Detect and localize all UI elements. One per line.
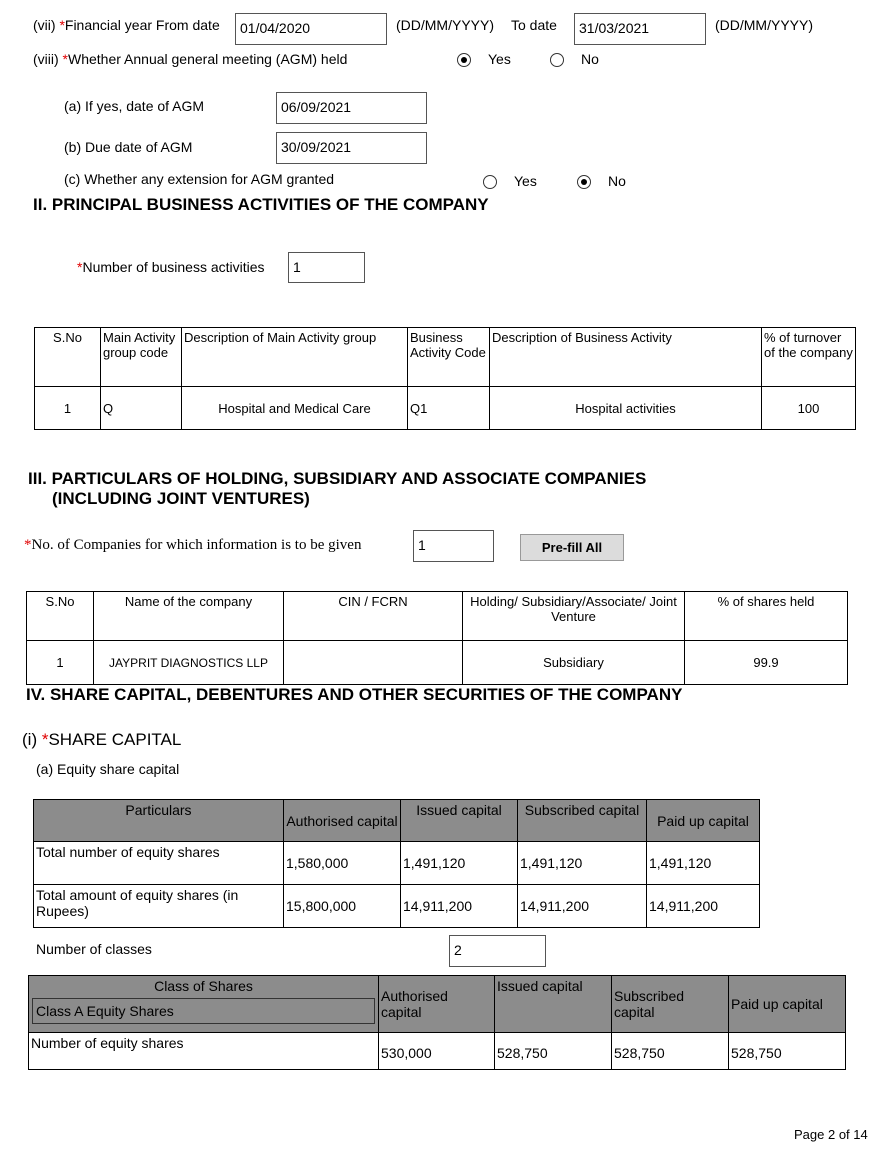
cell-business-activity-code: Q1: [408, 387, 490, 430]
cell-shares-held: 99.9: [685, 641, 848, 685]
cell-class-particulars: Number of equity shares: [29, 1033, 379, 1070]
page-number: Page 2 of 14: [794, 1127, 868, 1142]
agm-extension-no-label: No: [608, 173, 626, 189]
cell-authorised: 1,580,000: [284, 842, 401, 885]
cell-authorised: 530,000: [379, 1033, 495, 1070]
col-header-business-activity-code: Business Activity Code: [408, 328, 490, 387]
cell-issued: 528,750: [495, 1033, 612, 1070]
cell-paid-up: 528,750: [729, 1033, 846, 1070]
col-header-business-activity-description: Description of Business Activity: [490, 328, 762, 387]
cell-paid-up: 1,491,120: [647, 842, 760, 885]
agm-extension-no-radio[interactable]: [577, 175, 591, 189]
cell-company-name: JAYPRIT DIAGNOSTICS LLP: [94, 641, 284, 685]
table-row: [27, 641, 848, 685]
agm-due-date-input[interactable]: 30/09/2021: [276, 132, 427, 164]
companies-count-input[interactable]: 1: [413, 530, 494, 562]
col-header-class-of-shares: [29, 976, 379, 1033]
agm-extension-yes-label: Yes: [514, 173, 537, 189]
section-2-heading: II. PRINCIPAL BUSINESS ACTIVITIES OF THE COMPANY: [33, 195, 489, 214]
table-row: [35, 387, 856, 430]
agm-due-date-label: (b) Due date of AGM: [64, 139, 193, 155]
equity-header-row: [34, 800, 760, 842]
prefill-all-button[interactable]: Pre-fill All: [520, 534, 624, 561]
cell-paid-up: 14,911,200: [647, 885, 760, 928]
section-4-heading: IV. SHARE CAPITAL, DEBENTURES AND OTHER SECURITIES OF THE COMPANY: [26, 685, 683, 704]
agm-held-label: (viii) *Whether Annual general meeting (AGM) held: [33, 51, 348, 67]
fy-to-date-input[interactable]: 31/03/2021: [574, 13, 706, 45]
agm-extension-label: (c) Whether any extension for AGM granted: [64, 171, 335, 187]
business-activities-count-input[interactable]: 1: [288, 252, 365, 283]
business-activities-table: [34, 327, 856, 430]
col-header-issued: Issued capital: [401, 800, 518, 842]
cell-relationship: Subsidiary: [463, 641, 685, 685]
section-3-heading: III. PARTICULARS OF HOLDING, SUBSIDIARY AND ASSOCIATE COMPANIES: [28, 469, 647, 488]
companies-table: [26, 591, 848, 685]
class-header-row: [29, 976, 846, 1033]
number-of-classes-input[interactable]: 2: [449, 935, 546, 967]
table-row: [34, 842, 760, 885]
col-header-particulars: Particulars: [34, 800, 284, 842]
fy-to-label: To date: [511, 17, 557, 33]
agm-extension-yes-radio[interactable]: [483, 175, 497, 189]
col-header-subscribed: Subscribed capital: [518, 800, 647, 842]
table-row: [34, 885, 760, 928]
share-classes-table: [28, 975, 846, 1070]
equity-share-capital-label: (a) Equity share capital: [36, 761, 180, 777]
agm-held-no-radio[interactable]: [550, 53, 564, 67]
fy-to-format-hint: (DD/MM/YYYY): [715, 17, 813, 33]
companies-header-row: [27, 592, 848, 641]
business-activities-header-row: [35, 328, 856, 387]
col-header-cin: CIN / FCRN: [284, 592, 463, 641]
fy-label: (vii) *Financial year From date: [33, 17, 220, 33]
companies-count-label: *No. of Companies for which information is to be given: [24, 537, 362, 553]
cell-sno: 1: [27, 641, 94, 685]
cell-business-activity-description: Hospital activities: [490, 387, 762, 430]
section-3-subheading: (INCLUDING JOINT VENTURES): [52, 489, 310, 508]
agm-held-no-label: No: [581, 51, 599, 67]
cell-turnover-percent: 100: [762, 387, 856, 430]
agm-held-yes-label: Yes: [488, 51, 511, 67]
share-capital-label: (i) *SHARE CAPITAL: [22, 730, 182, 749]
cell-sno: 1: [35, 387, 101, 430]
col-header-subscribed: Subscribed capital: [612, 976, 729, 1033]
class-of-shares-title: Class of Shares: [154, 978, 253, 994]
cell-main-group-code: Q: [101, 387, 182, 430]
business-activities-count-label: *Number of business activities: [77, 259, 265, 275]
cell-subscribed: 14,911,200: [518, 885, 647, 928]
col-header-authorised: Authorised capital: [379, 976, 495, 1033]
cell-main-group-description: Hospital and Medical Care: [182, 387, 408, 430]
col-header-main-group-code: Main Activity group code: [101, 328, 182, 387]
agm-date-input[interactable]: 06/09/2021: [276, 92, 427, 124]
agm-held-yes-radio[interactable]: [457, 53, 471, 67]
col-header-turnover-percent: % of turnover of the company: [762, 328, 856, 387]
cell-authorised: 15,800,000: [284, 885, 401, 928]
col-header-sno: S.No: [35, 328, 101, 387]
table-row: [29, 1033, 846, 1070]
col-header-shares-held: % of shares held: [685, 592, 848, 641]
fy-from-format-hint: (DD/MM/YYYY): [396, 17, 494, 33]
cell-issued: 14,911,200: [401, 885, 518, 928]
number-of-classes-label: Number of classes: [36, 941, 152, 957]
col-header-paid-up: Paid up capital: [647, 800, 760, 842]
col-header-main-group-description: Description of Main Activity group: [182, 328, 408, 387]
fy-from-date-input[interactable]: 01/04/2020: [235, 13, 387, 45]
col-header-issued: Issued capital: [495, 976, 612, 1033]
col-header-paid-up: Paid up capital: [729, 976, 846, 1033]
cell-particulars: Total number of equity shares: [34, 842, 284, 885]
agm-date-label: (a) If yes, date of AGM: [64, 98, 205, 114]
cell-subscribed: 528,750: [612, 1033, 729, 1070]
cell-issued: 1,491,120: [401, 842, 518, 885]
class-name-field[interactable]: Class A Equity Shares: [32, 998, 375, 1024]
col-header-sno: S.No: [27, 592, 94, 641]
equity-capital-table: [33, 799, 760, 928]
col-header-company-name: Name of the company: [94, 592, 284, 641]
cell-cin: [284, 641, 463, 685]
cell-particulars: Total amount of equity shares (in Rupees): [34, 885, 284, 928]
col-header-relationship: Holding/ Subsidiary/Associate/ Joint Venture: [463, 592, 685, 641]
col-header-authorised: Authorised capital: [284, 800, 401, 842]
cell-subscribed: 1,491,120: [518, 842, 647, 885]
